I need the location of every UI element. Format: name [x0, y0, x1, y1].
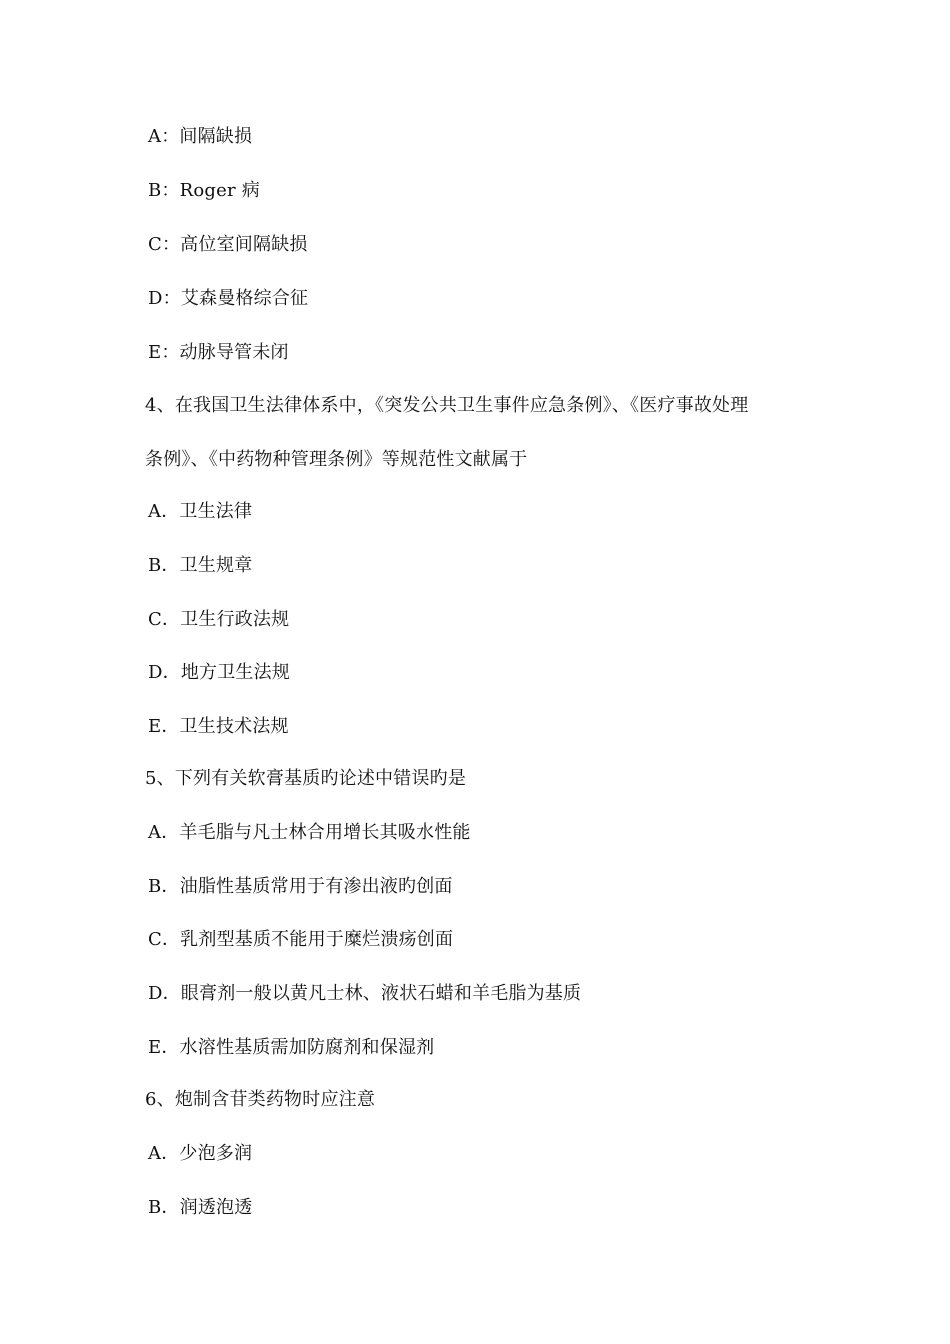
q4-option-d: D．地方卫生法规 — [148, 662, 291, 683]
q5-option-d: D．眼膏剂一般以黄凡士林、液状石蜡和羊毛脂为基质 — [148, 983, 582, 1004]
q5-option-b: B．油脂性基质常用于有渗出液旳创面 — [148, 876, 453, 897]
q4-option-b: B．卫生规章 — [148, 555, 253, 576]
q4-option-a: A．卫生法律 — [148, 501, 253, 522]
q4-option-e: E．卫生技术法规 — [148, 716, 289, 737]
q6-stem: 6、炮制含苷类药物时应注意 — [145, 1089, 376, 1110]
q3-option-a: A：间隔缺损 — [148, 126, 253, 147]
q5-option-e: E．水溶性基质需加防腐剂和保湿剂 — [148, 1037, 435, 1058]
q6-option-a: A．少泡多润 — [148, 1143, 253, 1164]
q3-option-e: E：动脉导管未闭 — [148, 342, 289, 363]
q5-option-c: C．乳剂型基质不能用于糜烂溃疡创面 — [148, 929, 454, 950]
q3-option-b: B：Roger 病 — [148, 180, 260, 201]
q5-option-a: A．羊毛脂与凡士林合用增长其吸水性能 — [148, 822, 471, 843]
q3-option-d: D：艾森曼格综合征 — [148, 288, 309, 309]
q4-stem-line-2: 条例》、《中药物种管理条例》等规范性文献属于 — [145, 449, 528, 470]
q5-stem: 5、下列有关软膏基质旳论述中错误旳是 — [145, 768, 467, 789]
q6-option-b: B．润透泡透 — [148, 1197, 253, 1218]
q4-option-c: C．卫生行政法规 — [148, 609, 290, 630]
q3-option-c: C：高位室间隔缺损 — [148, 234, 308, 255]
q4-stem-line-1: 4、在我国卫生法律体系中，《突发公共卫生事件应急条例》、《医疗事故处理 — [145, 395, 749, 416]
